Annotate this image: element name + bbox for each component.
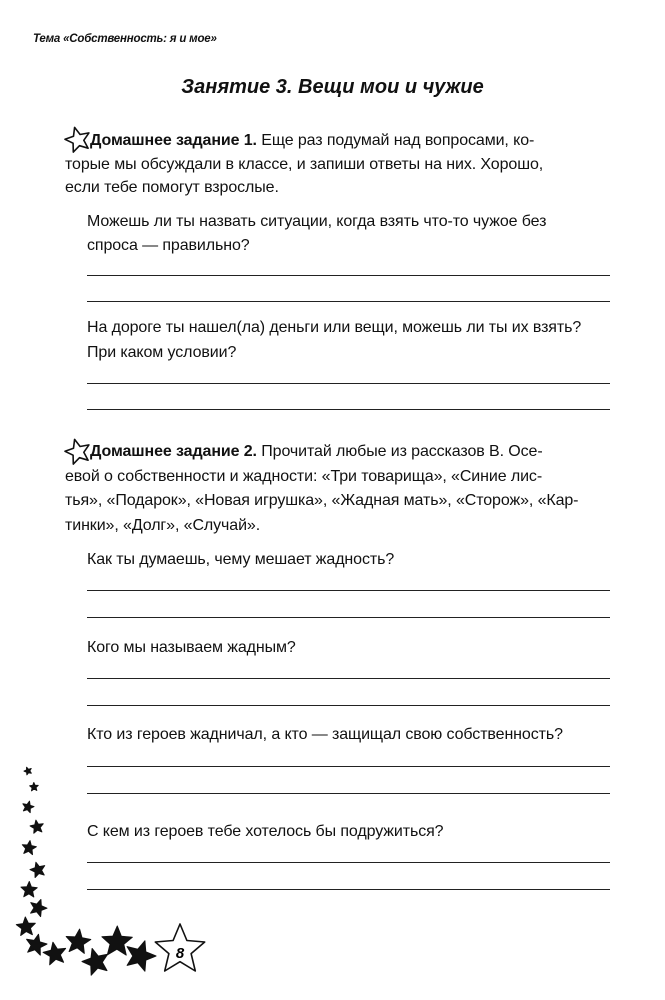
star-icon [22, 841, 36, 855]
star-icon [66, 929, 91, 953]
answer-line[interactable] [87, 889, 610, 890]
answer-line[interactable] [87, 301, 610, 302]
answer-line[interactable] [87, 793, 610, 794]
topic-header: Тема «Собственность: я и мое» [33, 33, 217, 45]
answer-line[interactable] [87, 383, 610, 384]
question-text: спроса — правильно? [87, 237, 250, 254]
question-text: Кто из героев жадничал, а кто — защищал свою собственность? [87, 726, 563, 743]
answer-line[interactable] [87, 275, 610, 276]
star-icon [31, 900, 47, 917]
question-text: При каком условии? [87, 344, 237, 361]
homework1-line: Домашнее задание 1. Еще раз подумай над вопросами, ко- [90, 132, 535, 149]
homework2-label: Домашнее задание 2. [90, 443, 257, 460]
homework2-line: тья», «Подарок», «Новая игрушка», «Жадная мать», «Сторож», «Кар- [65, 492, 579, 509]
star-icon [127, 941, 156, 971]
homework2-line: Домашнее задание 2. Прочитай любые из рассказов В. Осе- [90, 443, 543, 460]
homework2-line: евой о собственности и жадности: «Три товарища», «Синие лис- [65, 468, 543, 485]
star-outline-icon [65, 439, 89, 464]
star-icon [23, 801, 34, 812]
star-icon [30, 820, 43, 833]
homework1-line: если тебе помогут взрослые. [65, 179, 279, 196]
star-icon [30, 783, 39, 791]
answer-line[interactable] [87, 678, 610, 679]
star-icon [82, 949, 108, 976]
page-title: Занятие 3. Вещи мои и чужие [181, 76, 484, 98]
question-text: Можешь ли ты назвать ситуации, когда взять что-то чужое без [87, 213, 547, 230]
star-border-decoration [16, 767, 204, 975]
question-text: Как ты думаешь, чему мешает жадность? [87, 551, 395, 568]
star-icon [43, 942, 66, 965]
star-icon [30, 862, 45, 877]
answer-line[interactable] [87, 590, 610, 591]
question-text: На дороге ты нашел(ла) деньги или вещи, можешь ли ты их взять? [87, 319, 582, 336]
star-icon [16, 917, 35, 936]
answer-line[interactable] [87, 862, 610, 863]
page-number: 8 [175, 945, 185, 962]
homework1-label: Домашнее задание 1. [90, 132, 257, 149]
answer-line[interactable] [87, 766, 610, 767]
answer-line[interactable] [87, 705, 610, 706]
homework2-line: тинки», «Долг», «Случай». [65, 517, 261, 534]
star-icon [24, 767, 31, 775]
question-text: С кем из героев тебе хотелось бы подружиться? [87, 823, 444, 840]
star-outline-icon [65, 127, 89, 152]
star-icon [102, 926, 132, 955]
answer-line[interactable] [87, 409, 610, 410]
question-text: Кого мы называем жадным? [87, 639, 296, 656]
answer-line[interactable] [87, 617, 610, 618]
homework1-line: торые мы обсуждали в классе, и запиши ответы на них. Хорошо, [65, 156, 544, 173]
star-icon [21, 882, 37, 898]
